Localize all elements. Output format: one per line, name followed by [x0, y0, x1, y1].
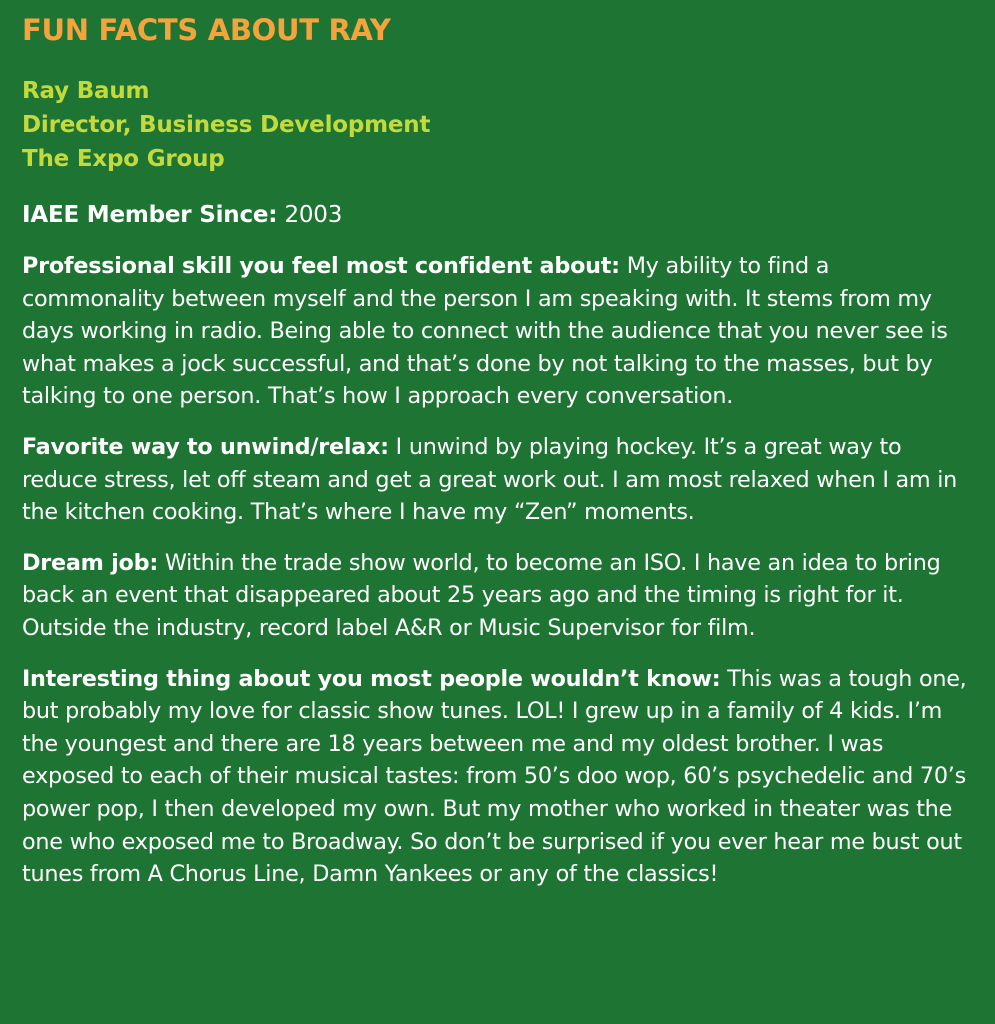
- qa-question: Professional skill you feel most confident about:: [22, 253, 620, 279]
- qa-item-interesting-thing: [22, 663, 973, 891]
- member-since-label: IAEE Member Since:: [22, 202, 278, 228]
- qa-item-dream-job: [22, 547, 973, 645]
- profile-position: Director, Business Development: [22, 112, 431, 138]
- member-since-value: 2003: [284, 202, 343, 228]
- qa-answer: My ability to find a commonality between myself and the person I am speaking with. It stems from my days working in radio. Being able to connect with the audience that you never see is what makes a jock successful, and that’s done by not talking to the masses, but by talking to one person. That’s how I approach every conversation.: [22, 253, 948, 410]
- qa-question: Favorite way to unwind/relax:: [22, 433, 389, 460]
- qa-question: Interesting thing about you most people wouldn’t know:: [22, 665, 721, 692]
- qa-answer: Within the trade show world, to become an ISO. I have an idea to bring back an event that disappeared about 25 years ago and the timing is right for it. Outside the industry, record label A&R or Music Supervisor for film.: [22, 549, 941, 641]
- page-title: FUN FACTS ABOUT RAY: [22, 13, 391, 47]
- qa-answer: This was a tough one, but probably my love for classic show tunes. LOL! I grew up in a family of 4 kids. I’m the youngest and there are 18 years between me and my oldest brother. I was exposed to each of their musical tastes: from 50’s doo wop, 60’s psychedelic and 70’s power pop, I then developed my own. But my mother who worked in theater was the one who exposed me to Broadway. So don’t be surprised if you ever hear me bust out tunes from A Chorus Line, Damn Yankees or any of the classics!: [22, 665, 967, 888]
- qa-item-unwind: [22, 431, 973, 529]
- profile-company: The Expo Group: [22, 146, 225, 172]
- profile-name: Ray Baum: [22, 78, 150, 104]
- qa-question: Dream job:: [22, 549, 159, 576]
- qa-item-skill: [22, 250, 973, 413]
- profile-block: [22, 74, 973, 176]
- member-since: [22, 198, 973, 232]
- qa-answer: I unwind by playing hockey. It’s a great way to reduce stress, let off steam and get a great work out. I am most relaxed when I am in the kitchen cooking. That’s where I have my “Zen” moments.: [22, 433, 958, 526]
